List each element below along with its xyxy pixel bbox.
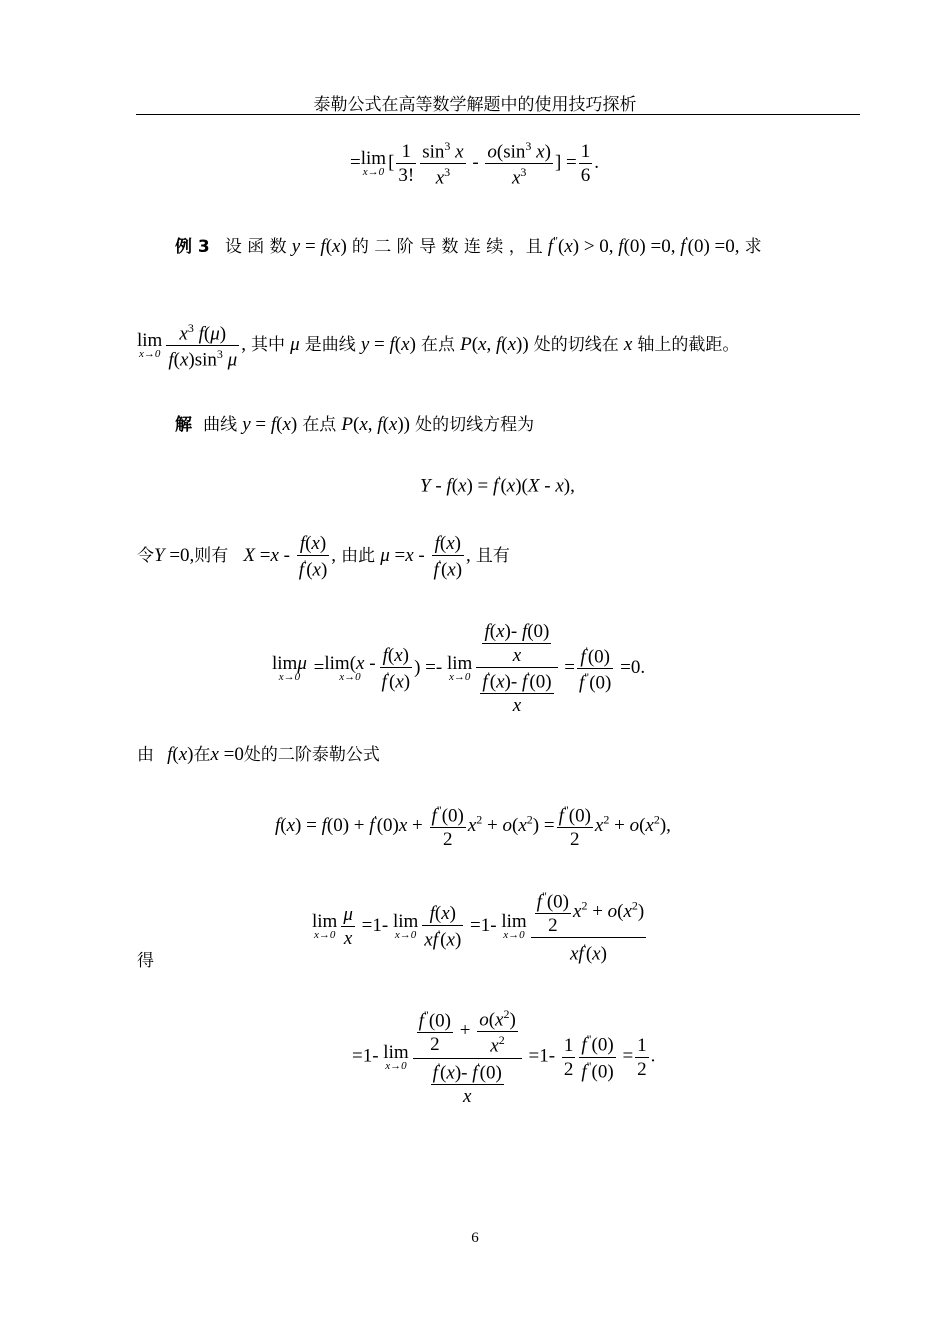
example-text: 设 函 数 (224, 237, 287, 257)
solution-text: 曲线 (203, 415, 238, 435)
solution-line1: 解 曲线 y = f(x) 在点 P(x, f(x)) 处的切线方程为 (175, 414, 535, 435)
equation-tangent-line: Y - f(x) = f'(x)(X - x), (420, 473, 575, 497)
example-text: 在点 (420, 335, 455, 356)
example3-line1: 例 3 设 函 数 y = f(x) 的 二 阶 导 数 连 续 ，且 f"(x) > 0, f(0) =0, f'(0) =0, 求 (175, 233, 762, 257)
equation-taylor-expansion: f(x) = f(0) + f'(0)x + $\frac{f^"(0)}{2}$ $x^2 + o(x^2)$ = $\frac{f^"(0)}{2}$ $x^2 + o(x^2)$, (275, 803, 671, 851)
solution-line-get (137, 946, 154, 971)
example-text: 是曲线 (304, 335, 356, 356)
solution-line-taylor: 由 f(x)在x =0处的二阶泰勒公式 (137, 744, 380, 765)
solution-line-let: 令Y =0,则有 X =x - $\frac{f(x)}{f'(x)}$ , 由此 μ =x - $\frac{f(x)}{f'(x)}$ , 且有 (137, 533, 510, 581)
solution-text: 处的切线方程为 (415, 415, 535, 435)
solution-label: 解 (175, 415, 192, 435)
solution-text: 令 (137, 546, 154, 567)
header-rule (136, 114, 860, 115)
equation-limit-mu: limμ x→0 = lim(x - x→0 $\frac{f(x)}{f'(x)}$ ) =- lim x→0 $\frac{\frac{f(x)- f(0)}{x}}{\frac{f'(x)- f'(0)}{x}}$ = $\frac{f'(0)}{f^"(0)}$ =0. (272, 621, 646, 717)
solution-text: 处的二阶泰勒公式 (243, 745, 380, 765)
page-number: 6 (471, 1230, 479, 1246)
page-header-title: 泰勒公式在高等数学解题中的使用技巧探析 (313, 95, 637, 115)
solution-text: 且有 (475, 546, 510, 567)
solution-text: 则有 (194, 546, 229, 567)
solution-text: 在 (193, 745, 211, 765)
example-text: 处的切线在 (533, 335, 619, 356)
equation-limit-mu-over-x: lim x→0 $\frac{\mu}{x}$ =1- lim x→0 $\frac{f(x)}{xf'(x)}$ =1- lim x→0 $\frac{f^"(0)}{2}$ $x^2 + o(x^2)$ xf'(x) (312, 889, 645, 965)
solution-text: 由 (137, 745, 154, 765)
example-text: 的 二 阶 导 数 连 续 ，且 (351, 237, 543, 257)
example-label: 例 3 (175, 237, 210, 257)
solution-text: 在点 (302, 415, 337, 435)
example-text: 其中 (251, 335, 286, 356)
example-text: 轴上的截距。 (637, 335, 740, 356)
example-text: 求 (744, 237, 762, 257)
example3-line2: lim x→0 $\frac{x^3 f(\mu)}{f(x)\sin^3 \mu}$ , 其中 μ 是曲线 y = f(x) 在点 P(x, f(x)) 处的切线在 x 轴上的截距。 (137, 321, 740, 371)
solution-text: 得 (137, 951, 154, 971)
solution-text: 由此 (341, 546, 376, 567)
equation-previous-result: = lim x→0 [ $\frac{1}{3!}$ $\frac{\sin^3 x}{x^3}$ - $\frac{o(\sin^3 x)}{x^3}$ ] = $\frac{1}{6}$ . (350, 139, 599, 189)
equation-final-result: =1- lim x→0 $\frac{f^"(0)}{2}$ + $\frac{o(x^2)}{x^2}$ $\frac{f'(x)- f'(0)}{x}$ =1- $\frac{1}{2}$ $\frac{f^"(0)}{f^"(0)}$ = $\frac{1}{2}$ . (352, 1007, 656, 1107)
